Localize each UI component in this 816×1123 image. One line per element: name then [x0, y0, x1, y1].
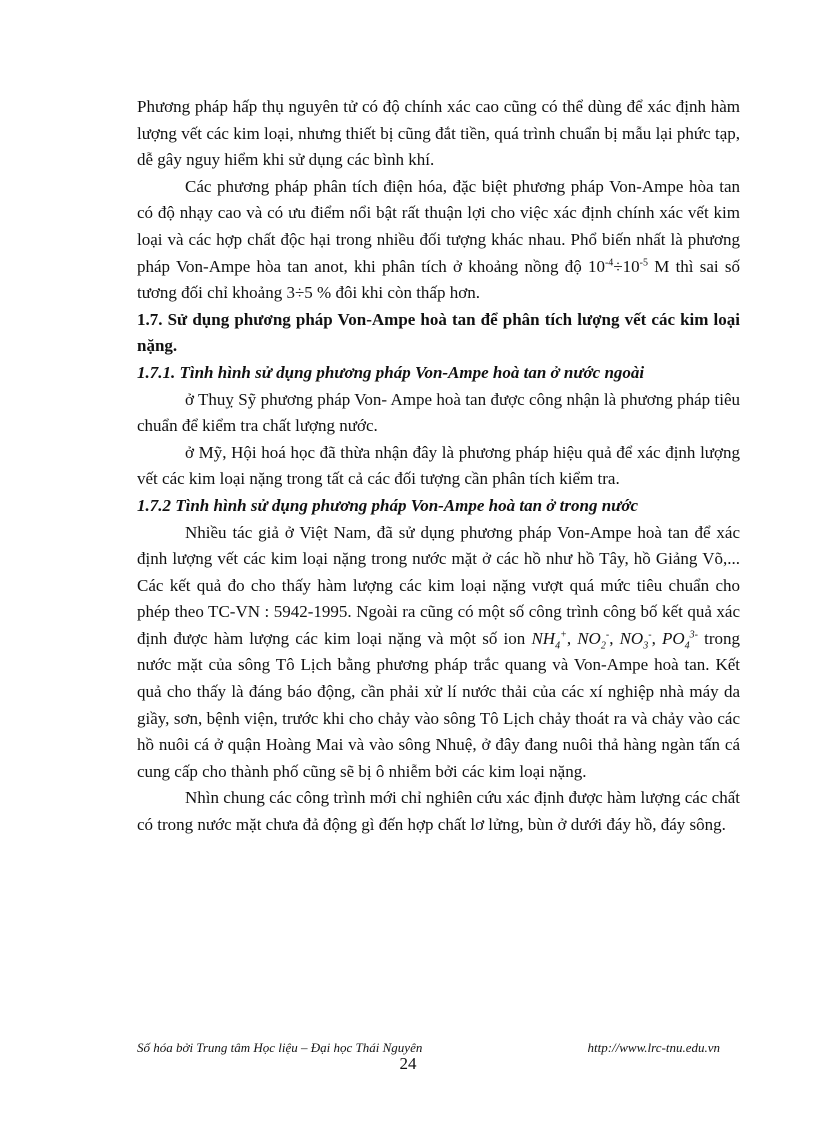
formula-po4-sub: 4 — [684, 640, 690, 652]
exponent-2: -5 — [639, 256, 648, 268]
formula-no3-base: NO — [619, 628, 644, 648]
paragraph-2-text-b: ÷10 — [613, 256, 640, 276]
exponent-1: -4 — [604, 256, 614, 268]
footer-url[interactable]: http://www.lrc-tnu.edu.vn — [587, 1040, 720, 1055]
separator-3: , — [651, 628, 662, 648]
formula-po4-sup: 3- — [689, 629, 698, 641]
paragraph-5 — [137, 520, 740, 786]
formula-nh4-sub: 4 — [555, 640, 561, 652]
subsection-heading-1-7-2: 1.7.2 Tình hình sử dụng phương pháp Von-Ampe hoà tan ở trong nước — [137, 495, 639, 515]
paragraph-6: Nhìn chung các công trình mới chỉ nghiên cứu xác định được hàm lượng các chất có trong nước mặt chưa đả động gì đến hợp chất lơ lửng, bùn ở dưới đáy hồ, đáy sông. — [137, 788, 740, 835]
paragraph-2-text-c: M thì sai số tương đối chỉ khoảng 3÷5 % đôi khi còn thấp hơn. — [137, 256, 740, 303]
paragraph-2-text-a: Các phương pháp phân tích điện hóa, đặc biệt phương pháp Von-Ampe hòa tan có độ nhạy cao và có ưu điểm nổi bật rất thuận lợi cho việc xác định chính xác vết kim loại và các hợp chất độc hại trong nhiều đối tượng khác nhau. Phổ biến nhất là phương pháp Von-Ampe hòa tan anot, khi phân tích ở khoảng nồng độ 10 — [137, 176, 740, 276]
separator-2: , — [609, 628, 620, 648]
subsection-heading-1-7-1: 1.7.1. Tình hình sử dụng phương pháp Von-Ampe hoà tan ở nước ngoài — [137, 362, 645, 382]
formula-nh4-sup: + — [560, 629, 567, 641]
formula-no3 — [619, 628, 652, 652]
formula-no3-sub: 3 — [643, 640, 649, 652]
separator-1: , — [566, 628, 578, 648]
paragraph-4: ở Mỹ, Hội hoá học đã thừa nhận đây là phương pháp hiệu quả để xác định lượng vết các kim loại nặng trong tất cả các đối tượng cần phân tích kiểm tra. — [137, 442, 740, 489]
paragraph-5-text-b: trong nước mặt của sông Tô Lịch bằng phương pháp trắc quang và Von-Ampe hoà tan. Kết quả cho thấy là đáng báo động, cần phải xử lí nước thải của các xí nghiệp nhà máy da giầy, sơn, bệnh viện, trước khi cho chảy vào sông Tô Lịch chảy thoát ra và chảy vào các hồ nuôi cá ở quận Hoàng Mai và vào sông Nhuệ, ở đây đang nuôi thả hàng ngàn tấn cá cung cấp cho thành phố cũng sẽ bị ô nhiễm bởi các kim loại nặng. — [137, 628, 741, 781]
formula-nh4 — [531, 628, 567, 652]
paragraph-5-text-a: Nhiều tác giả ở Việt Nam, đã sử dụng phương pháp Von-Ampe hoà tan để xác định lượng vết các kim loại nặng trong nước mặt ở các hồ như hồ Tây, hồ Giảng Võ,... Các kết quả đo cho thấy hàm lượng các kim loại nặng vượt quá mức tiêu chuẩn cho phép theo TC-VN : 5942-1995. Ngoài ra cũng có một số công trình công bố kết quả xác định được hàm lượng các kim loại nặng và một số ion — [137, 522, 740, 648]
page-number: 24 — [399, 1054, 417, 1073]
formula-no3-sup: - — [648, 629, 652, 641]
section-heading-1-7: 1.7. Sử dụng phương pháp Von-Ampe hoà tan để phân tích lượng vết các kim loại nặng. — [137, 309, 740, 356]
paragraph-3: ở Thuỵ Sỹ phương pháp Von- Ampe hoà tan được công nhận là phương pháp tiêu chuẩn để kiểm tra chất lượng nước. — [137, 389, 740, 436]
formula-no2-sub: 2 — [600, 640, 606, 652]
document-body — [137, 94, 740, 839]
formula-nh4-base: NH — [531, 628, 556, 648]
formula-po4-base: PO — [661, 628, 685, 648]
formula-no2-base: NO — [577, 628, 601, 648]
footer-credit: Số hóa bởi Trung tâm Học liệu – Đại học Thái Nguyên — [137, 1040, 423, 1055]
paragraph-1: Phương pháp hấp thụ nguyên tử có độ chính xác cao cũng có thể dùng để xác định hàm lượng vết các kim loại, nhưng thiết bị cũng đắt tiền, quá trình chuẩn bị mẫu lại phức tạp, dễ gây nguy hiểm khi sử dụng các bình khí. — [137, 97, 740, 170]
formula-no2-sup: - — [605, 629, 610, 641]
formula-no2 — [577, 628, 610, 652]
formula-po4 — [661, 628, 698, 652]
paragraph-2 — [137, 174, 740, 307]
